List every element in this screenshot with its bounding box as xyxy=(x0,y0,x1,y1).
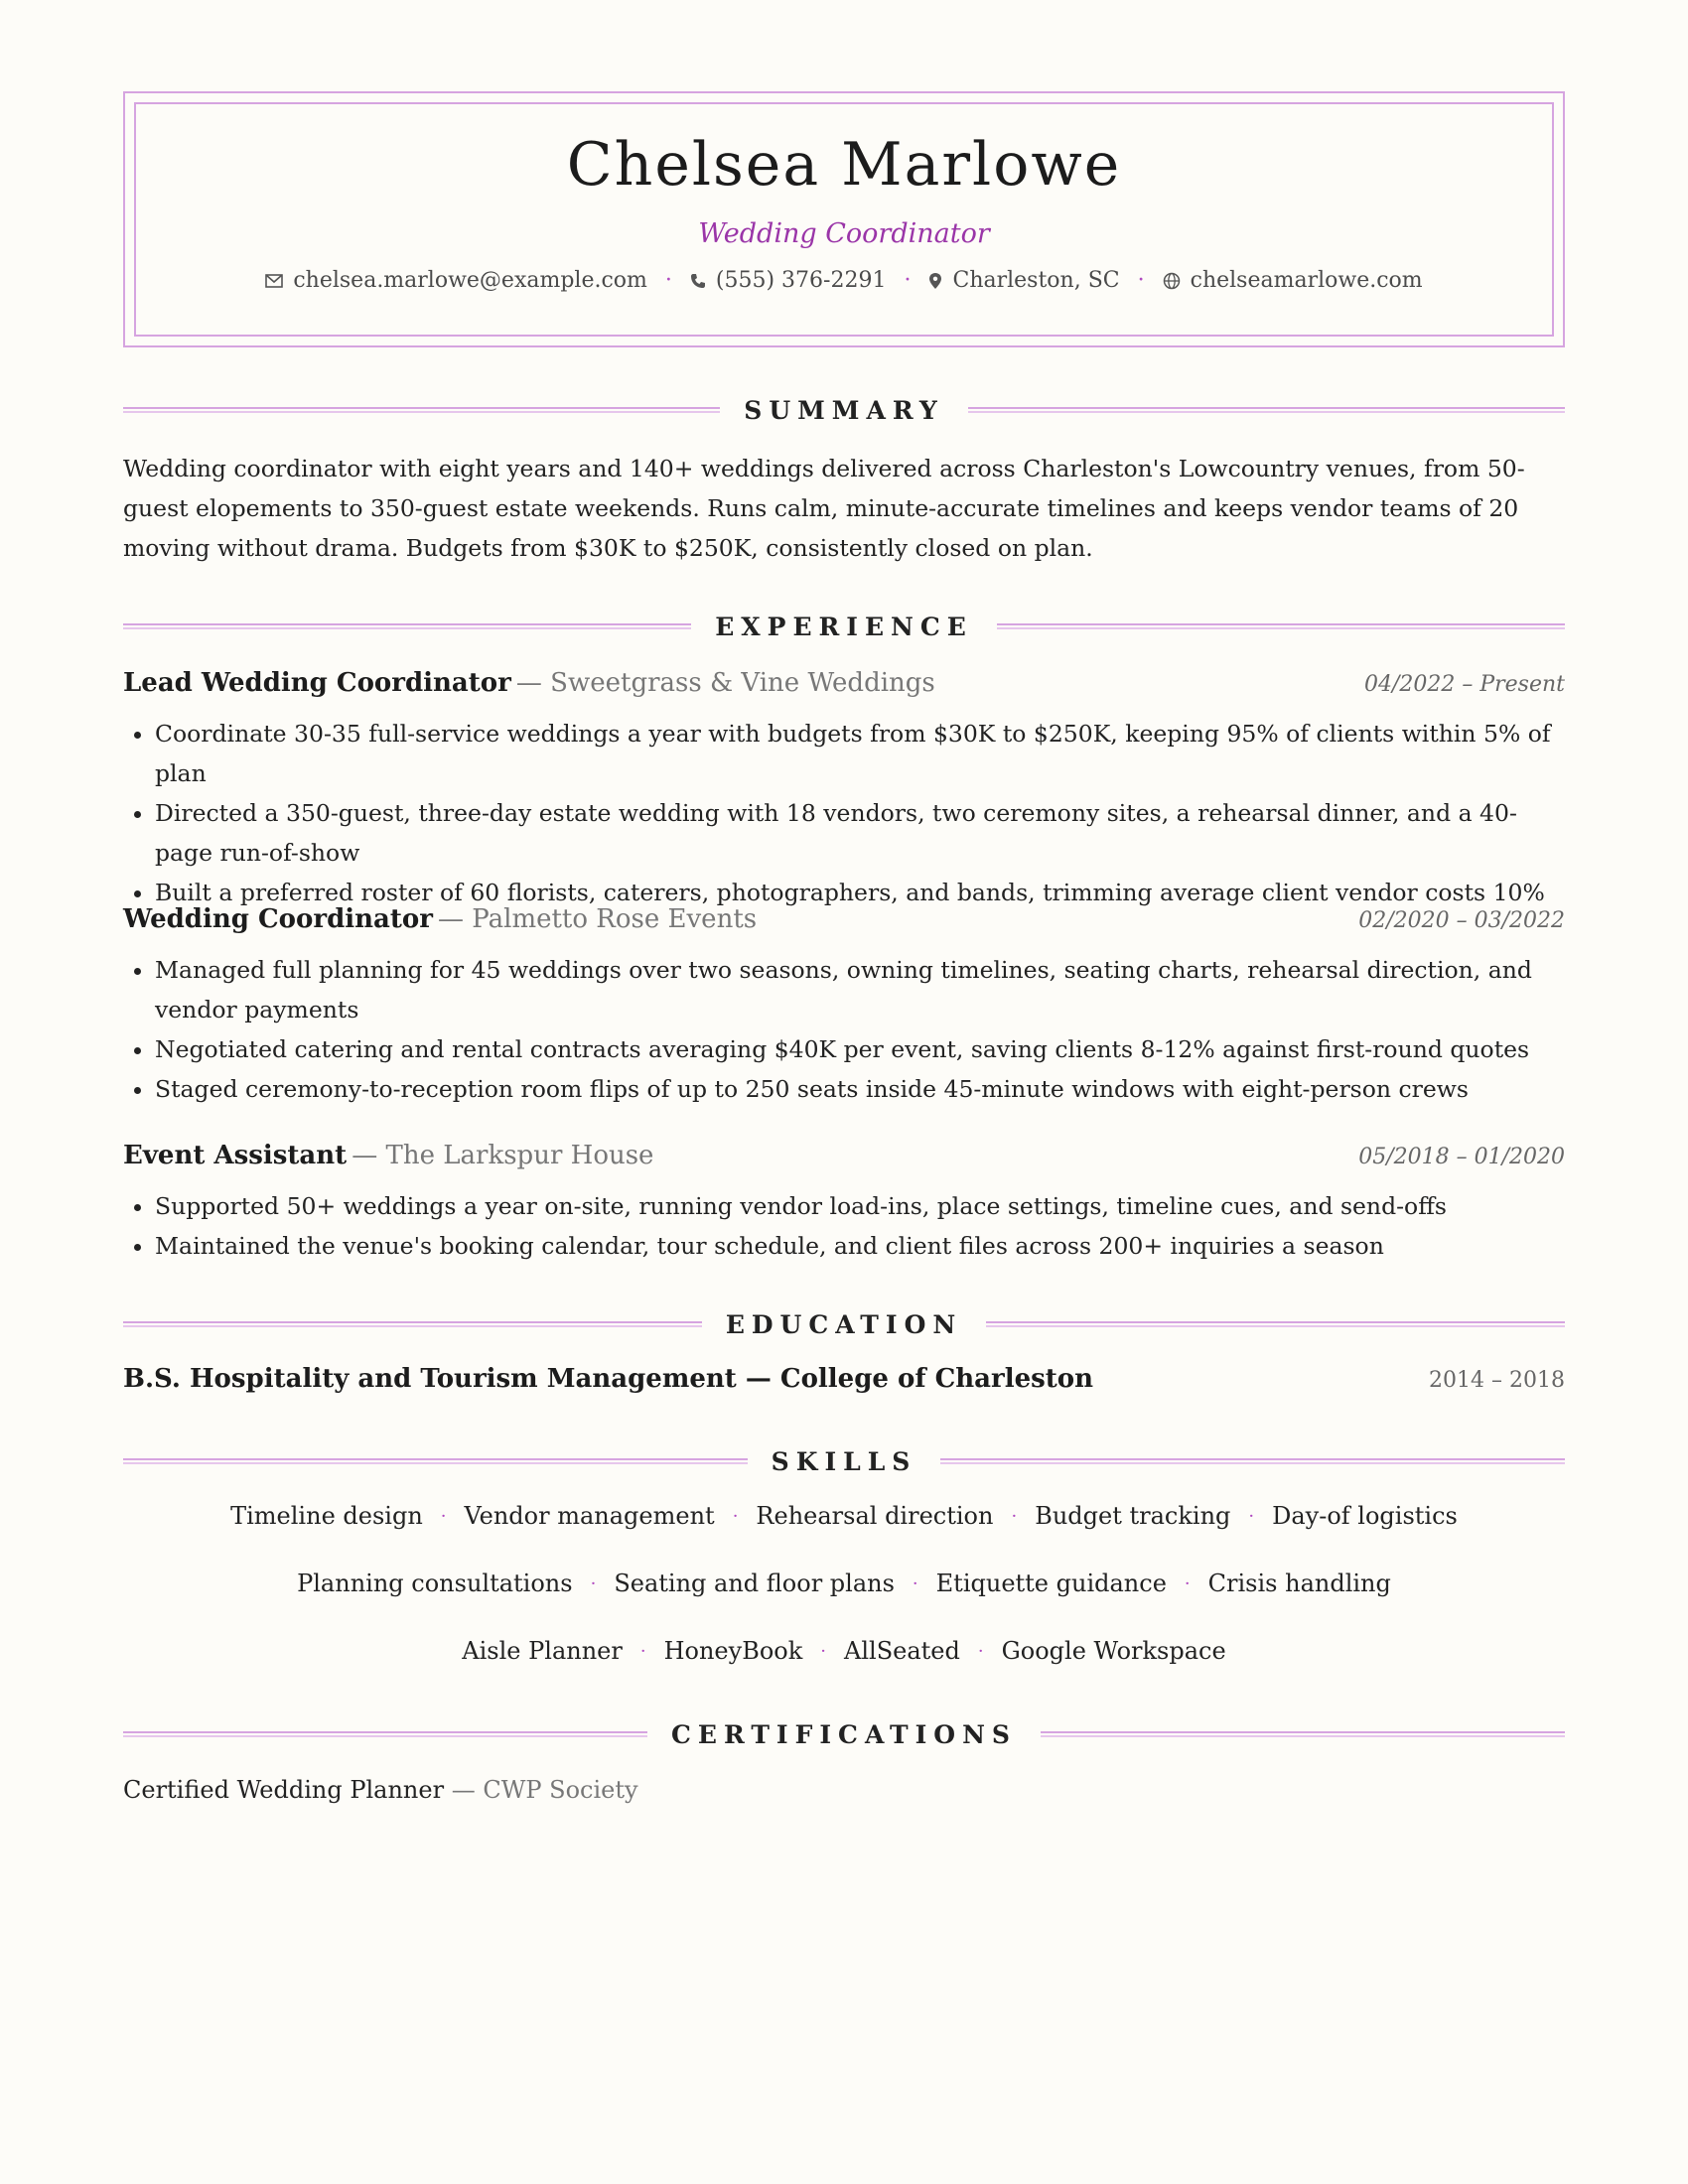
job-dates: 04/2022 – Present xyxy=(1363,672,1565,697)
job-title: Lead Wedding Coordinator xyxy=(123,668,511,698)
skill-item: Budget tracking xyxy=(1035,1502,1231,1530)
skill-separator: · xyxy=(639,1640,646,1662)
divider xyxy=(123,1731,647,1737)
location-pin-icon xyxy=(928,272,942,290)
skill-item: Rehearsal direction xyxy=(756,1502,994,1530)
divider xyxy=(123,407,720,413)
skill-item: Etiquette guidance xyxy=(935,1570,1167,1597)
divider xyxy=(986,1321,1565,1327)
contact-line xyxy=(125,268,1563,293)
divider xyxy=(123,1321,702,1327)
job-title: Event Assistant xyxy=(123,1141,348,1170)
list-item: • Maintained the venue's booking calendar, tour schedule, and client files across 200+ inquiries a season xyxy=(155,1226,1565,1266)
mail-icon xyxy=(265,274,283,288)
list-item: • Staged ceremony-to-reception room flips of up to 250 seats inside 45-minute windows with eight-person crews xyxy=(155,1069,1565,1109)
skill-item: Aisle Planner xyxy=(462,1637,623,1665)
skill-separator: · xyxy=(820,1640,827,1662)
section-heading-education xyxy=(123,1304,1565,1344)
contact-website[interactable] xyxy=(1163,268,1423,293)
section-title: SUMMARY xyxy=(744,395,944,425)
certification-name: Certified Wedding Planner xyxy=(123,1776,445,1804)
skill-item: HoneyBook xyxy=(663,1637,803,1665)
list-item: • Supported 50+ weddings a year on-site, running vendor load-ins, place settings, timeline cues, and send-offs xyxy=(155,1186,1565,1226)
skill-item: AllSeated xyxy=(844,1637,960,1665)
skill-item: Google Workspace xyxy=(1001,1637,1226,1665)
phone-text: (555) 376-2291 xyxy=(715,268,887,293)
list-item: • Built a preferred roster of 60 florists, caterers, photographers, and bands, trimming average client vendor costs 10% xyxy=(155,873,1565,912)
skill-item: Seating and floor plans xyxy=(614,1570,895,1597)
contact-separator: · xyxy=(904,268,912,293)
phone-icon xyxy=(690,273,706,289)
divider xyxy=(123,1458,748,1464)
email-text: chelsea.marlowe@example.com xyxy=(293,268,647,293)
divider xyxy=(940,1458,1565,1464)
location-text: Charleston, SC xyxy=(952,268,1120,293)
skill-separator: · xyxy=(1011,1505,1018,1527)
skill-item: Vendor management xyxy=(464,1502,715,1530)
skill-separator: · xyxy=(440,1505,447,1527)
skill-item: Crisis handling xyxy=(1207,1570,1391,1597)
list-item: • Managed full planning for 45 weddings over two seasons, owning timelines, seating charts, rehearsal direction, and vendor payments xyxy=(155,950,1565,1029)
job-company: — Palmetto Rose Events xyxy=(438,904,758,934)
education-degree: B.S. Hospitality and Tourism Management — College of Charleston xyxy=(123,1364,1094,1394)
section-heading-skills xyxy=(123,1441,1565,1481)
website-text: chelseamarlowe.com xyxy=(1190,268,1423,293)
header-box xyxy=(123,91,1565,347)
section-heading-summary xyxy=(123,390,1565,430)
section-title: EDUCATION xyxy=(725,1309,963,1339)
candidate-name: Chelsea Marlowe xyxy=(566,130,1122,200)
skill-separator: · xyxy=(590,1572,597,1594)
divider xyxy=(968,407,1565,413)
skill-separator: · xyxy=(977,1640,984,1662)
job-dates: 02/2020 – 03/2022 xyxy=(1358,908,1565,933)
contact-location xyxy=(928,268,1119,293)
divider xyxy=(997,623,1565,629)
section-title: CERTIFICATIONS xyxy=(671,1719,1017,1749)
certification-entry xyxy=(123,1776,638,1804)
job-header xyxy=(123,668,1565,708)
section-heading-experience xyxy=(123,607,1565,646)
skill-separator: · xyxy=(912,1572,918,1594)
divider xyxy=(1041,1731,1565,1737)
skill-separator: · xyxy=(1248,1505,1255,1527)
contact-email[interactable] xyxy=(265,268,647,293)
list-item: • Coordinate 30-35 full-service weddings a year with budgets from $30K to $250K, keeping 95% of clients within 5% of plan xyxy=(155,714,1565,793)
contact-phone[interactable] xyxy=(690,268,887,293)
skills-row xyxy=(123,1570,1565,1597)
summary-text: Wedding coordinator with eight years and 140+ weddings delivered across Charleston's Lowcountry venues, from 50-guest elopements to 350-guest estate weekends. Runs calm, minute-accurate timelines and keeps vendor teams of 20 moving without drama. Budgets from $30K to $250K, consistently closed on plan. xyxy=(123,455,1525,562)
divider xyxy=(123,623,691,629)
skill-item: Timeline design xyxy=(230,1502,423,1530)
section-title: SKILLS xyxy=(771,1446,917,1476)
globe-icon xyxy=(1163,272,1181,290)
education-entry xyxy=(123,1364,1565,1394)
list-item: • Negotiated catering and rental contracts averaging $40K per event, saving clients 8-12% against first-round quotes xyxy=(155,1029,1565,1069)
contact-separator: · xyxy=(664,268,672,293)
education-dates: 2014 – 2018 xyxy=(1429,1368,1565,1393)
section-title: EXPERIENCE xyxy=(715,612,973,641)
contact-separator: · xyxy=(1137,268,1145,293)
job-bullets xyxy=(123,1186,1565,1266)
skill-item: Planning consultations xyxy=(297,1570,573,1597)
skills-row xyxy=(123,1502,1565,1530)
job-bullets xyxy=(123,950,1565,1109)
list-item: • Directed a 350-guest, three-day estate wedding with 18 vendors, two ceremony sites, a rehearsal dinner, and a 40-page run-of-show xyxy=(155,793,1565,873)
candidate-role: Wedding Coordinator xyxy=(698,218,990,249)
skill-item: Day-of logistics xyxy=(1272,1502,1458,1530)
job-company: — Sweetgrass & Vine Weddings xyxy=(515,668,935,698)
job-dates: 05/2018 – 01/2020 xyxy=(1358,1145,1565,1169)
job-bullets xyxy=(123,714,1565,912)
skill-separator: · xyxy=(732,1505,739,1527)
skills-row xyxy=(123,1637,1565,1665)
section-heading-certifications xyxy=(123,1714,1565,1754)
job-company: — The Larkspur House xyxy=(352,1141,654,1170)
job-title: Wedding Coordinator xyxy=(123,904,433,934)
skill-separator: · xyxy=(1184,1572,1191,1594)
job-header xyxy=(123,904,1565,944)
job-header xyxy=(123,1141,1565,1180)
certification-issuer: — CWP Society xyxy=(451,1776,638,1804)
